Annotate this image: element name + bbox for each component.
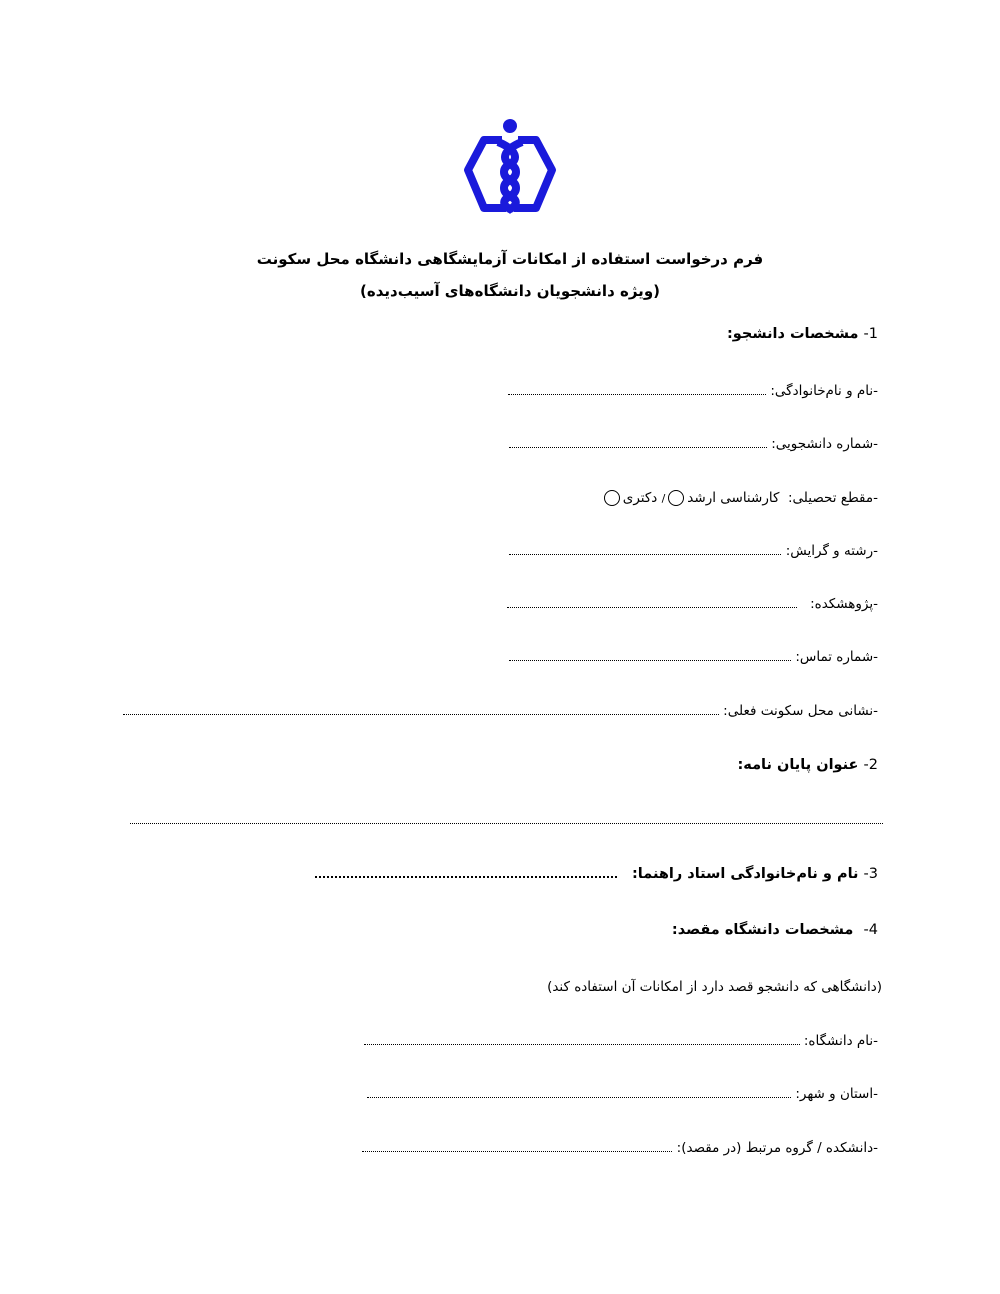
field-address — [123, 703, 878, 719]
form-title: فرم درخواست استفاده از امکانات آزمایشگاهی دانشگاه محل سکونت — [256, 250, 764, 268]
degree-option-phd-label: دکتری — [622, 490, 658, 506]
section-4-heading — [672, 922, 878, 938]
field-phone — [509, 649, 878, 665]
section-4-number: 4- — [863, 922, 878, 938]
form-subtitle: (ویژه دانشجویان دانشگاه‌های آسیب‌دیده) — [359, 282, 660, 300]
full-name-input[interactable] — [508, 393, 766, 395]
field-full-name — [508, 383, 878, 399]
section-1-number: 1- — [863, 326, 878, 342]
section-2-title: عنوان پایان نامه: — [737, 757, 859, 773]
degree-masters-radio[interactable] — [668, 490, 684, 506]
field-province-city — [367, 1086, 878, 1102]
section-4-title: مشخصات دانشگاه مقصد: — [671, 922, 854, 938]
field-label: -رشته و گرایش: — [785, 543, 878, 559]
field-label: -شماره تماس: — [795, 649, 878, 665]
field-label: -استان و شهر: — [795, 1086, 878, 1102]
student-number-input[interactable] — [509, 446, 767, 448]
section-2-heading — [737, 757, 878, 773]
field-label: -مقطع تحصیلی: — [787, 490, 878, 506]
major-input[interactable] — [509, 553, 781, 555]
section-1-title: مشخصات دانشجو: — [726, 326, 859, 342]
phone-input[interactable] — [509, 659, 791, 661]
field-label: -نام دانشگاه: — [803, 1033, 878, 1049]
province-city-input[interactable] — [367, 1096, 791, 1098]
faculty-department-input[interactable] — [362, 1150, 672, 1152]
field-student-number — [509, 436, 878, 452]
section-2-number: 2- — [863, 757, 878, 773]
field-major — [509, 543, 878, 559]
section-4-note: (دانشگاهی که دانشجو قصد دارد از امکانات آن استفاده کند) — [547, 979, 882, 995]
supervisor-name-input[interactable] — [315, 875, 617, 878]
university-name-input[interactable] — [364, 1043, 800, 1045]
field-institute — [507, 596, 878, 612]
address-input[interactable] — [123, 713, 719, 715]
field-label: -دانشکده / گروه مرتبط (در مقصد): — [676, 1140, 878, 1156]
field-faculty-department — [362, 1140, 878, 1156]
institute-input[interactable] — [507, 606, 797, 608]
section-3-number: 3- — [863, 866, 878, 882]
section-3-title: نام و نام‌خانوادگی استاد راهنما: — [631, 866, 859, 882]
field-label: -نام و نام‌خانوادگی: — [770, 383, 878, 399]
degree-separator: / — [661, 491, 666, 505]
field-label: -پژوهشکده: — [810, 596, 878, 612]
thesis-title-input[interactable] — [130, 822, 883, 824]
section-1-heading — [727, 326, 878, 342]
degree-option-masters-label: کارشناسی ارشد — [687, 490, 780, 506]
university-logo-icon — [462, 118, 558, 218]
section-3-heading — [315, 866, 878, 882]
field-label: -شماره دانشجویی: — [771, 436, 878, 452]
field-label: -نشانی محل سکونت فعلی: — [723, 703, 878, 719]
field-degree — [601, 490, 878, 506]
field-university-name — [364, 1033, 878, 1049]
degree-phd-radio[interactable] — [604, 490, 620, 506]
